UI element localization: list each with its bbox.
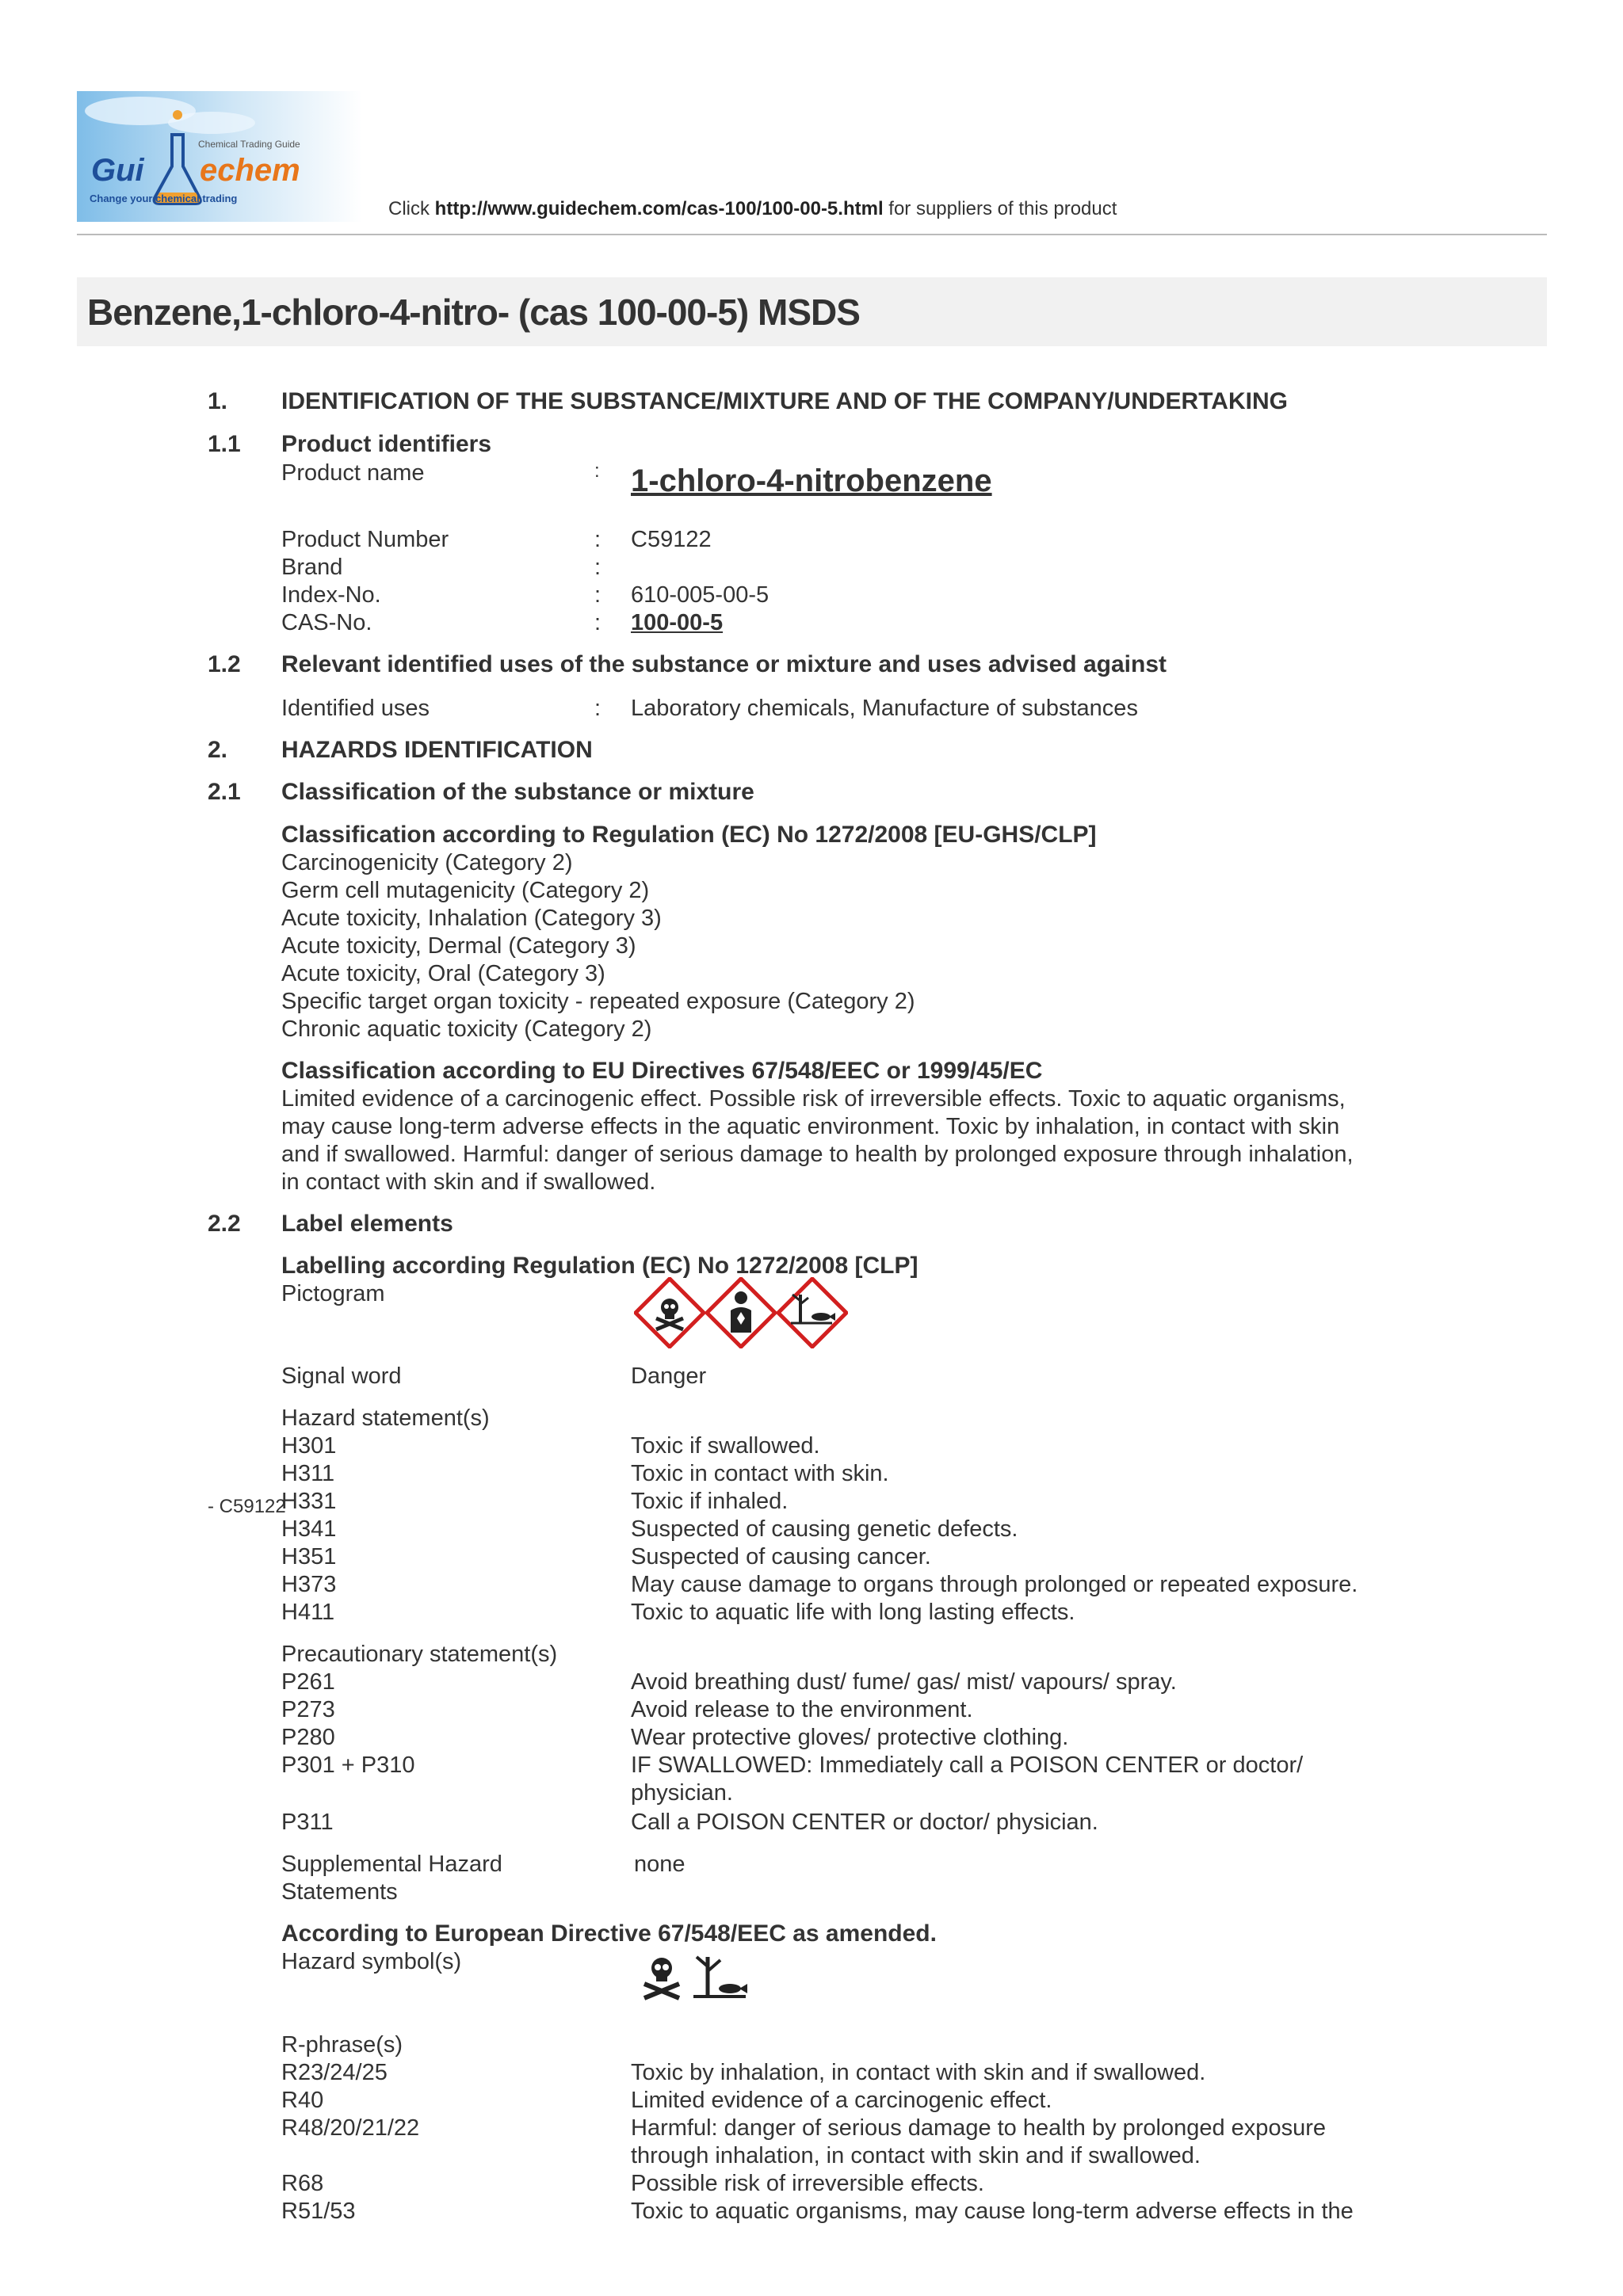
section-2-2-number: 2.2: [208, 1211, 241, 1237]
r-phrases-heading: R-phrase(s): [281, 2032, 403, 2058]
identified-uses-colon: :: [594, 696, 601, 721]
r-phrase-text: Toxic to aquatic organisms, may cause long-term adverse effects in the: [631, 2199, 1354, 2224]
identified-uses-value: Laboratory chemicals, Manufacture of substances: [631, 696, 1138, 721]
click-suffix: for suppliers of this product: [888, 198, 1117, 219]
section-1-2-heading: Relevant identified uses of the substance or mixture and uses advised against: [281, 651, 1167, 677]
precaution-text: Avoid breathing dust/ fume/ gas/ mist/ vapours/ spray.: [631, 1669, 1177, 1695]
brand-label: Brand: [281, 555, 343, 580]
eu-classification-line: in contact with skin and if swallowed.: [281, 1169, 656, 1195]
product-name-label: Product name: [281, 460, 425, 486]
precaution-code: P311: [281, 1810, 334, 1835]
section-2-1-number: 2.1: [208, 779, 241, 805]
precaution-code: P280: [281, 1725, 335, 1750]
ghs-pictograms: [634, 1277, 848, 1352]
hazard-code: H301: [281, 1433, 337, 1459]
section-1-number: 1.: [208, 388, 228, 414]
brand-colon: :: [594, 555, 601, 580]
section-1-1-heading: Product identifiers: [281, 431, 492, 457]
click-prefix: Click: [388, 198, 430, 219]
section-2-number: 2.: [208, 737, 228, 763]
clp-item: Carcinogenicity (Category 2): [281, 850, 573, 875]
signal-word-value: Danger: [631, 1363, 707, 1389]
hazard-text: May cause damage to organs through prolonged or repeated exposure.: [631, 1572, 1358, 1597]
precaution-text: IF SWALLOWED: Immediately call a POISON CENTER or doctor/: [631, 1753, 1304, 1778]
logo-tagline-top: Chemical Trading Guide: [198, 139, 300, 150]
r-phrase-code: R23/24/25: [281, 2060, 388, 2085]
skull-crossbones-icon: [636, 1279, 704, 1347]
dead-tree-fish-icon: [693, 1957, 747, 1997]
cas-colon: :: [594, 610, 601, 635]
r-phrase-code: R51/53: [281, 2199, 356, 2224]
precaution-text: Wear protective gloves/ protective clothing.: [631, 1725, 1069, 1750]
r-phrase-text: Limited evidence of a carcinogenic effect.: [631, 2088, 1052, 2113]
supplier-url-link[interactable]: http://www.guidechem.com/cas-100/100-00-5.html: [434, 198, 884, 219]
product-name-value[interactable]: 1-chloro-4-nitrobenzene: [631, 463, 992, 498]
hazard-code: H373: [281, 1572, 337, 1597]
index-colon: :: [594, 582, 601, 608]
header-divider: [77, 234, 1547, 235]
section-1-1-number: 1.1: [208, 431, 241, 457]
hazard-text: Suspected of causing genetic defects.: [631, 1516, 1018, 1542]
hazard-code: H411: [281, 1600, 335, 1625]
precaution-text: Avoid release to the environment.: [631, 1697, 973, 1722]
product-number-label: Product Number: [281, 527, 449, 552]
product-name-colon: :: [594, 460, 600, 482]
clp-item: Chronic aquatic toxicity (Category 2): [281, 1016, 652, 1042]
supplier-link-line: [388, 196, 1117, 223]
eu-classification-heading: Classification according to EU Directives 67/548/EEC or 1999/45/EC: [281, 1058, 1043, 1084]
clp-item: Germ cell mutagenicity (Category 2): [281, 878, 650, 903]
pictogram-label: Pictogram: [281, 1281, 385, 1306]
clp-classification-heading: Classification according to Regulation (EC) No 1272/2008 [EU-GHS/CLP]: [281, 822, 1097, 848]
skull-crossbones-icon: [644, 1958, 679, 1998]
hazard-code: H351: [281, 1544, 337, 1569]
precaution-text: physician.: [631, 1780, 733, 1806]
hazard-code: H341: [281, 1516, 337, 1542]
hazard-code: H331: [281, 1489, 337, 1514]
precautionary-statements-heading: Precautionary statement(s): [281, 1642, 558, 1667]
section-2-1-heading: Classification of the substance or mixture: [281, 779, 754, 805]
cas-value-link[interactable]: 100-00-5: [631, 610, 724, 635]
guidechem-logo[interactable]: [77, 91, 362, 222]
logo-brand-left: Gui: [91, 153, 144, 188]
hazard-statements-heading: Hazard statement(s): [281, 1405, 490, 1431]
eu-classification-line: may cause long-term adverse effects in the aquatic environment. Toxic by inhalation, in contact with skin: [281, 1114, 1340, 1139]
index-label: Index-No.: [281, 582, 381, 608]
precaution-code: P273: [281, 1697, 335, 1722]
index-value: 610-005-00-5: [631, 582, 769, 608]
r-phrase-text: through inhalation, in contact with skin and if swallowed.: [631, 2143, 1201, 2168]
section-2-2-heading: Label elements: [281, 1211, 453, 1237]
hazard-text: Toxic to aquatic life with long lasting effects.: [631, 1600, 1075, 1625]
hazard-code: H311: [281, 1461, 335, 1486]
clp-item: Specific target organ toxicity - repeated exposure (Category 2): [281, 989, 915, 1014]
product-number-value: C59122: [631, 527, 712, 552]
section-1-2-number: 1.2: [208, 651, 241, 677]
environment-hazard-icon: [778, 1279, 846, 1347]
supplemental-hazard-label: Supplemental Hazard: [281, 1852, 502, 1877]
r-phrase-text: Toxic by inhalation, in contact with skin and if swallowed.: [631, 2060, 1206, 2085]
r-phrase-text: Possible risk of irreversible effects.: [631, 2171, 984, 2196]
precaution-text: Call a POISON CENTER or doctor/ physician.: [631, 1810, 1098, 1835]
logo-tagline-bottom: Change your chemical trading: [90, 193, 238, 204]
labelling-heading: Labelling according Regulation (EC) No 1272/2008 [CLP]: [281, 1253, 918, 1279]
eu-directive-heading: According to European Directive 67/548/EEC as amended.: [281, 1920, 937, 1947]
cas-label: CAS-No.: [281, 610, 372, 635]
hazard-symbols-label: Hazard symbol(s): [281, 1949, 462, 1974]
hazard-text: Suspected of causing cancer.: [631, 1544, 931, 1569]
section-2-heading: HAZARDS IDENTIFICATION: [281, 737, 593, 763]
hazard-text: Toxic in contact with skin.: [631, 1461, 889, 1486]
supplemental-hazard-label-2: Statements: [281, 1879, 398, 1905]
r-phrase-text: Harmful: danger of serious damage to health by prolonged exposure: [631, 2115, 1326, 2141]
hazard-text: Toxic if inhaled.: [631, 1489, 789, 1514]
r-phrase-code: R68: [281, 2171, 324, 2196]
logo-brand-right: echem: [200, 153, 300, 188]
r-phrase-code: R40: [281, 2088, 324, 2113]
signal-word-label: Signal word: [281, 1363, 402, 1389]
clp-item: Acute toxicity, Inhalation (Category 3): [281, 906, 662, 931]
eu-classification-line: and if swallowed. Harmful: danger of serious damage to health by prolonged exposure through inhalation,: [281, 1142, 1354, 1167]
product-number-colon: :: [594, 527, 601, 552]
eu-hazard-symbols: [638, 1949, 749, 2008]
clp-item: Acute toxicity, Dermal (Category 3): [281, 933, 636, 959]
r-phrase-code: R48/20/21/22: [281, 2115, 420, 2141]
health-hazard-icon: [707, 1279, 775, 1347]
section-1-heading: IDENTIFICATION OF THE SUBSTANCE/MIXTURE AND OF THE COMPANY/UNDERTAKING: [281, 388, 1288, 414]
supplemental-hazard-value: none: [634, 1852, 685, 1877]
page-title: Benzene,1-chloro-4-nitro- (cas 100-00-5) MSDS: [87, 292, 860, 333]
side-product-code: - C59122: [208, 1496, 286, 1517]
clp-item: Acute toxicity, Oral (Category 3): [281, 961, 605, 986]
hazard-text: Toxic if swallowed.: [631, 1433, 820, 1459]
precaution-code: P261: [281, 1669, 335, 1695]
precaution-code: P301 + P310: [281, 1753, 415, 1778]
identified-uses-label: Identified uses: [281, 696, 430, 721]
eu-classification-line: Limited evidence of a carcinogenic effect. Possible risk of irreversible effects. Toxic to aquatic organisms,: [281, 1086, 1346, 1112]
